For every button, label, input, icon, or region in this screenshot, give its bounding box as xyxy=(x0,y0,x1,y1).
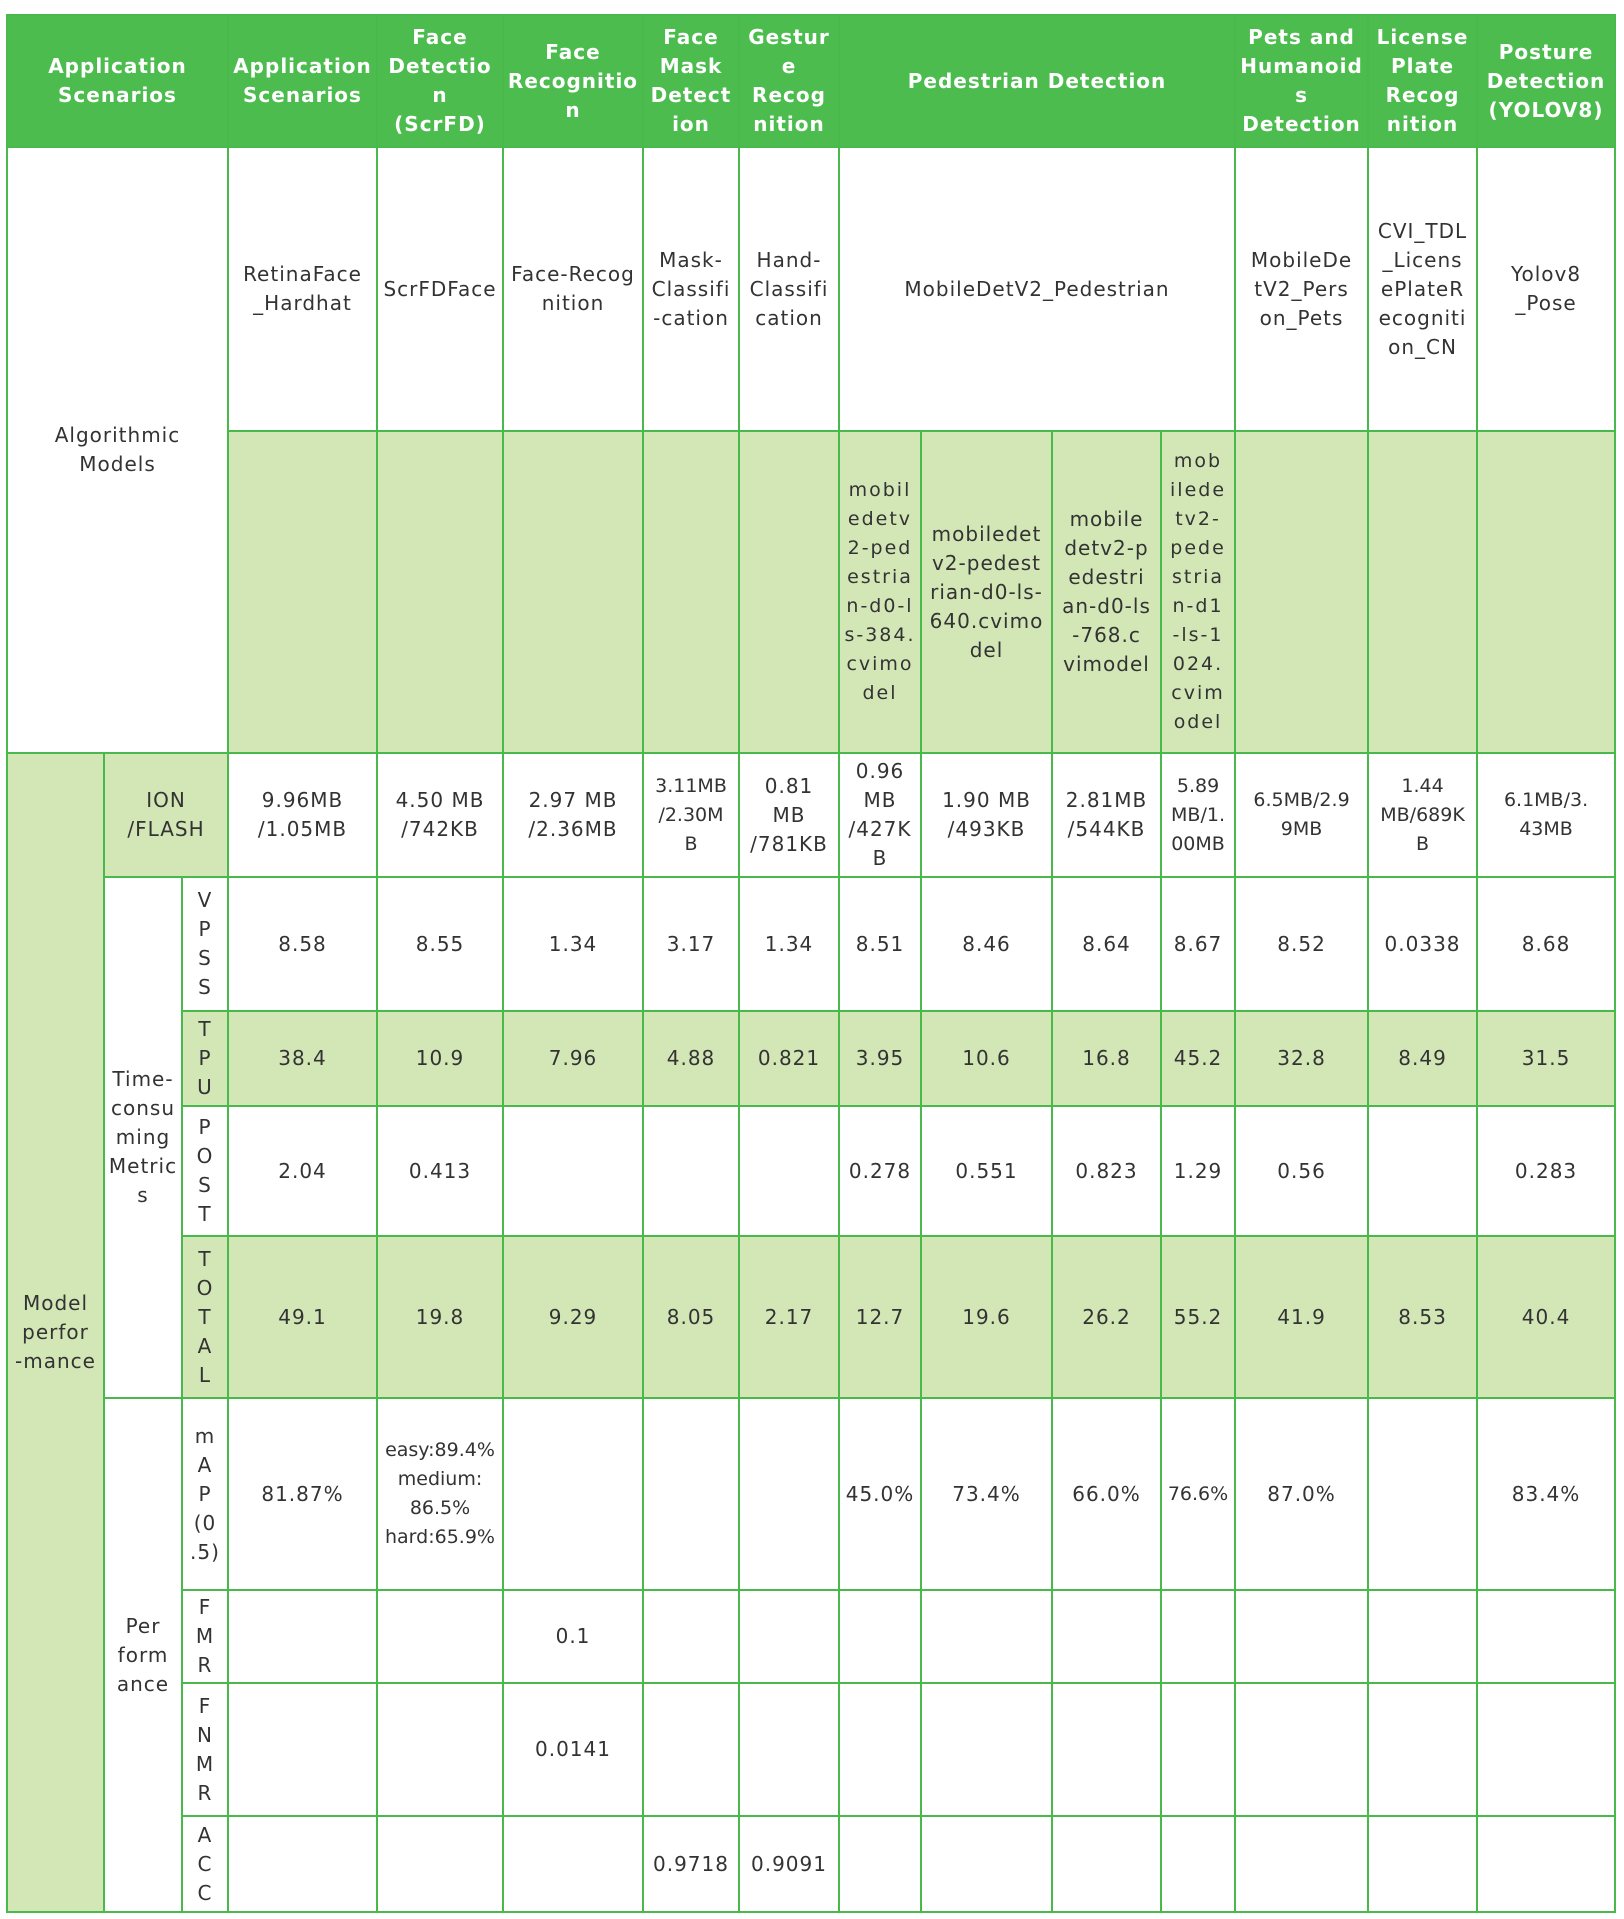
variant-pedestrian-768: mobile detv2-p edestri an-d0-ls -768.c vimodel xyxy=(1052,431,1161,753)
vpss-cell: 1.34 xyxy=(503,877,643,1011)
variant-empty xyxy=(377,431,503,753)
map-cell: 45.0% xyxy=(839,1398,921,1590)
header-face-mask-detection: Face Mask Detect ion xyxy=(643,15,739,147)
total-cell: 55.2 xyxy=(1161,1236,1235,1398)
total-cell: 49.1 xyxy=(228,1236,377,1398)
fnmr-cell xyxy=(1161,1683,1235,1816)
fnmr-cell xyxy=(228,1683,377,1816)
algo-row-models xyxy=(7,147,1615,431)
tpu-cell: 45.2 xyxy=(1161,1011,1235,1106)
fnmr-cell xyxy=(1368,1683,1477,1816)
fnmr-cell xyxy=(643,1683,739,1816)
tpu-cell: 4.88 xyxy=(643,1011,739,1106)
post-cell xyxy=(739,1106,839,1236)
total-cell: 41.9 xyxy=(1235,1236,1368,1398)
fnmr-row xyxy=(7,1683,1615,1816)
variant-pedestrian-1024: mob ilede tv2- pede stria n-d1 -ls-1 024. cvim odel xyxy=(1161,431,1235,753)
fmr-cell: 0.1 xyxy=(503,1590,643,1683)
fmr-cell xyxy=(739,1590,839,1683)
map-cell: 81.87% xyxy=(228,1398,377,1590)
algo-row-variants xyxy=(7,431,1615,753)
map-cell xyxy=(503,1398,643,1590)
vpss-cell: 8.67 xyxy=(1161,877,1235,1011)
ion-cell: 0.81 MB /781KB xyxy=(739,753,839,877)
total-cell: 19.6 xyxy=(921,1236,1052,1398)
post-cell: 0.823 xyxy=(1052,1106,1161,1236)
vpss-label: V P S S xyxy=(182,877,228,1011)
fmr-label: F M R xyxy=(182,1590,228,1683)
total-cell: 9.29 xyxy=(503,1236,643,1398)
variant-pedestrian-384: mobil edetv 2-ped estria n-d0-l s-384. cvimo del xyxy=(839,431,921,753)
variant-empty xyxy=(739,431,839,753)
header-license-plate: License Plate Recog nition xyxy=(1368,15,1477,147)
acc-cell xyxy=(1235,1816,1368,1912)
post-label: P O S T xyxy=(182,1106,228,1236)
fnmr-cell xyxy=(1477,1683,1615,1816)
header-application-scenarios: Application Scenarios xyxy=(7,15,228,147)
model-face-recognition: Face-Recog nition xyxy=(503,147,643,431)
post-cell: 0.278 xyxy=(839,1106,921,1236)
acc-label: A C C xyxy=(182,1816,228,1912)
map-cell: 66.0% xyxy=(1052,1398,1161,1590)
fnmr-cell xyxy=(739,1683,839,1816)
fnmr-cell xyxy=(1235,1683,1368,1816)
ion-cell: 1.90 MB /493KB xyxy=(921,753,1052,877)
variant-empty xyxy=(1477,431,1615,753)
post-cell: 1.29 xyxy=(1161,1106,1235,1236)
map-cell: 87.0% xyxy=(1235,1398,1368,1590)
acc-cell xyxy=(228,1816,377,1912)
header-pedestrian-detection: Pedestrian Detection xyxy=(839,15,1235,147)
map-cell xyxy=(643,1398,739,1590)
post-row xyxy=(7,1106,1615,1236)
variant-pedestrian-640: mobiledet v2-pedest rian-d0-ls- 640.cvimo del xyxy=(921,431,1052,753)
header-face-detection: Face Detection (ScrFD) xyxy=(377,15,503,147)
post-cell: 2.04 xyxy=(228,1106,377,1236)
acc-cell: 0.9091 xyxy=(739,1816,839,1912)
vpss-cell: 8.52 xyxy=(1235,877,1368,1011)
total-cell: 8.53 xyxy=(1368,1236,1477,1398)
total-label: T O T A L xyxy=(182,1236,228,1398)
tpu-cell: 0.821 xyxy=(739,1011,839,1106)
total-cell: 8.05 xyxy=(643,1236,739,1398)
post-cell xyxy=(643,1106,739,1236)
header-posture-detection: Posture Detection (YOLOV8) xyxy=(1477,15,1615,147)
fnmr-cell xyxy=(377,1683,503,1816)
vpss-cell: 8.64 xyxy=(1052,877,1161,1011)
model-license-plate: CVI_TDL _Licens ePlateR ecogniti on_CN xyxy=(1368,147,1477,431)
acc-cell xyxy=(377,1816,503,1912)
ion-cell: 9.96MB /1.05MB xyxy=(228,753,377,877)
variant-empty xyxy=(503,431,643,753)
acc-cell xyxy=(1477,1816,1615,1912)
tpu-cell: 10.9 xyxy=(377,1011,503,1106)
fmr-row xyxy=(7,1590,1615,1683)
fnmr-label: F N M R xyxy=(182,1683,228,1816)
map-cell xyxy=(1368,1398,1477,1590)
fnmr-cell: 0.0141 xyxy=(503,1683,643,1816)
total-cell: 12.7 xyxy=(839,1236,921,1398)
tpu-cell: 38.4 xyxy=(228,1011,377,1106)
ion-cell: 6.1MB/3. 43MB xyxy=(1477,753,1615,877)
model-mask-classification: Mask- Classifi -cation xyxy=(643,147,739,431)
tpu-cell: 16.8 xyxy=(1052,1011,1161,1106)
model-mobiledetv2-pedestrian: MobileDetV2_Pedestrian xyxy=(839,147,1235,431)
fnmr-cell xyxy=(1052,1683,1161,1816)
header-face-recognition: Face Recognition xyxy=(503,15,643,147)
vpss-cell: 8.68 xyxy=(1477,877,1615,1011)
header-row xyxy=(7,15,1615,147)
fmr-cell xyxy=(1477,1590,1615,1683)
header-application-scenarios-2: Application Scenarios xyxy=(228,15,377,147)
ion-cell: 3.11MB /2.30M B xyxy=(643,753,739,877)
total-cell: 19.8 xyxy=(377,1236,503,1398)
fnmr-cell xyxy=(921,1683,1052,1816)
post-cell xyxy=(503,1106,643,1236)
post-cell: 0.413 xyxy=(377,1106,503,1236)
ion-cell: 2.97 MB /2.36MB xyxy=(503,753,643,877)
vpss-cell: 3.17 xyxy=(643,877,739,1011)
vpss-cell: 0.0338 xyxy=(1368,877,1477,1011)
map-cell xyxy=(739,1398,839,1590)
tpu-cell: 7.96 xyxy=(503,1011,643,1106)
header-pets-humanoids: Pets and Humanoids Detection xyxy=(1235,15,1368,147)
variant-empty xyxy=(643,431,739,753)
acc-row xyxy=(7,1816,1615,1912)
tpu-cell: 10.6 xyxy=(921,1011,1052,1106)
tpu-row xyxy=(7,1011,1615,1106)
fmr-cell xyxy=(921,1590,1052,1683)
ion-cell: 2.81MB /544KB xyxy=(1052,753,1161,877)
tpu-label: T P U xyxy=(182,1011,228,1106)
map-row xyxy=(7,1398,1615,1590)
acc-cell xyxy=(1368,1816,1477,1912)
model-retinaface: RetinaFace _Hardhat xyxy=(228,147,377,431)
model-performance-table xyxy=(6,14,1616,1913)
post-cell: 0.551 xyxy=(921,1106,1052,1236)
post-cell: 0.56 xyxy=(1235,1106,1368,1236)
ion-cell: 6.5MB/2.9 9MB xyxy=(1235,753,1368,877)
model-scrfdface: ScrFDFace xyxy=(377,147,503,431)
total-cell: 2.17 xyxy=(739,1236,839,1398)
ion-cell: 5.89 MB/1. 00MB xyxy=(1161,753,1235,877)
tpu-cell: 31.5 xyxy=(1477,1011,1615,1106)
total-cell: 26.2 xyxy=(1052,1236,1161,1398)
acc-cell xyxy=(1052,1816,1161,1912)
fmr-cell xyxy=(1235,1590,1368,1683)
map-cell: 83.4% xyxy=(1477,1398,1615,1590)
vpss-cell: 8.46 xyxy=(921,877,1052,1011)
acc-cell xyxy=(1161,1816,1235,1912)
fmr-cell xyxy=(1368,1590,1477,1683)
total-row xyxy=(7,1236,1615,1398)
ion-cell: 4.50 MB /742KB xyxy=(377,753,503,877)
acc-cell xyxy=(839,1816,921,1912)
acc-cell xyxy=(921,1816,1052,1912)
variant-empty xyxy=(1368,431,1477,753)
fnmr-cell xyxy=(839,1683,921,1816)
tpu-cell: 8.49 xyxy=(1368,1011,1477,1106)
fmr-cell xyxy=(1161,1590,1235,1683)
fmr-cell xyxy=(377,1590,503,1683)
map-cell: 76.6% xyxy=(1161,1398,1235,1590)
vpss-cell: 8.58 xyxy=(228,877,377,1011)
acc-cell xyxy=(503,1816,643,1912)
tpu-cell: 32.8 xyxy=(1235,1011,1368,1106)
map-cell: 73.4% xyxy=(921,1398,1052,1590)
vpss-cell: 1.34 xyxy=(739,877,839,1011)
ion-flash-label: ION /FLASH xyxy=(104,753,228,877)
model-performance-label: Model perfor -mance xyxy=(7,753,104,1912)
fmr-cell xyxy=(643,1590,739,1683)
model-mobiledetv2-person-pets: MobileDe tV2_Pers on_Pets xyxy=(1235,147,1368,431)
fmr-cell xyxy=(1052,1590,1161,1683)
vpss-cell: 8.55 xyxy=(377,877,503,1011)
fmr-cell xyxy=(228,1590,377,1683)
acc-cell: 0.9718 xyxy=(643,1816,739,1912)
vpss-cell: 8.51 xyxy=(839,877,921,1011)
model-hand-classification: Hand- Classifi cation xyxy=(739,147,839,431)
variant-empty xyxy=(228,431,377,753)
variant-empty xyxy=(1235,431,1368,753)
total-cell: 40.4 xyxy=(1477,1236,1615,1398)
model-table-wrapper xyxy=(6,14,1614,1910)
vpss-row xyxy=(7,877,1615,1011)
post-cell: 0.283 xyxy=(1477,1106,1615,1236)
fmr-cell xyxy=(839,1590,921,1683)
header-gesture-recognition: Gesture Recog nition xyxy=(739,15,839,147)
time-consuming-metrics-label: Time- consu ming Metrics xyxy=(104,877,182,1398)
ion-cell: 1.44 MB/689K B xyxy=(1368,753,1477,877)
ion-flash-row xyxy=(7,753,1615,877)
map-cell: easy:89.4% medium: 86.5% hard:65.9% xyxy=(377,1398,503,1590)
tpu-cell: 3.95 xyxy=(839,1011,921,1106)
performance-label: Per form ance xyxy=(104,1398,182,1912)
algorithmic-models-label: Algorithmic Models xyxy=(7,147,228,753)
post-cell xyxy=(1368,1106,1477,1236)
map-label: m A P (0 .5) xyxy=(182,1398,228,1590)
model-yolov8-pose: Yolov8 _Pose xyxy=(1477,147,1615,431)
ion-cell: 0.96 MB /427K B xyxy=(839,753,921,877)
